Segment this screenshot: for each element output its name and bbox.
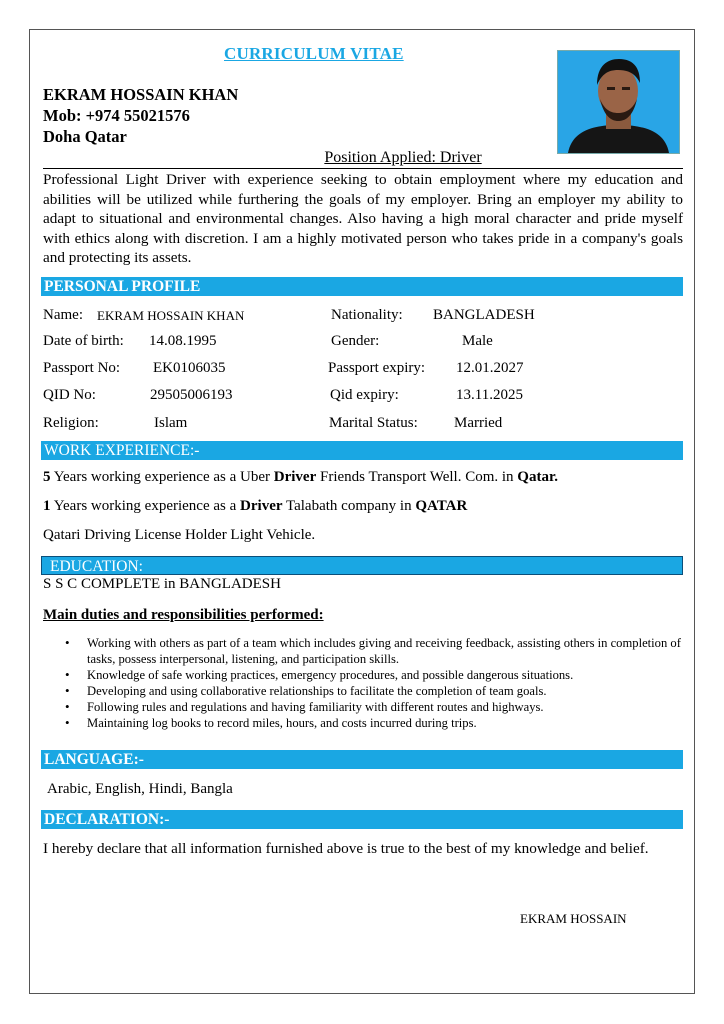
- name-label: Name:: [43, 307, 83, 323]
- work-text: Friends Transport Well. Com. in: [316, 469, 518, 485]
- gender-label: Gender:: [331, 333, 380, 349]
- duties-list: [43, 635, 683, 731]
- religion-value: Islam: [154, 415, 188, 431]
- qid-expiry-value: 13.11.2025: [456, 387, 523, 403]
- mobile-number: Mob: +974 55021576: [43, 106, 190, 125]
- name-value: EKRAM HOSSAIN KHAN: [97, 308, 245, 323]
- religion-label: Religion:: [43, 415, 99, 431]
- cv-title: CURRICULUM VITAE: [224, 44, 404, 63]
- education-heading: EDUCATION:: [41, 556, 683, 575]
- license-line: Qatari Driving License Holder Light Vehicle.: [43, 527, 316, 543]
- contact-block: [43, 84, 238, 147]
- driver-word: Driver: [273, 469, 317, 485]
- language-value: Arabic, English, Hindi, Bangla: [47, 781, 233, 797]
- list-item: • Working with others as part of a team which includes giving and receiving feedback, assisting others in completion of tasks, possess interpersonal, listening, and participation skills.: [43, 635, 683, 667]
- position-applied-text: Position Applied: Driver: [324, 149, 482, 166]
- nationality-label: Nationality:: [331, 307, 403, 323]
- passport-label: Passport No:: [43, 360, 121, 376]
- work-text: Years working experience as a: [50, 498, 241, 514]
- list-item: • Knowledge of safe working practices, emergency procedures, and possible dangerous situations.: [43, 667, 683, 683]
- professional-summary: Professional Light Driver with experience seeking to obtain employment where my education and abilities will be utilized while furthering the goals of my employer. Bring an employer my ability to adapt to situational and environmental changes. Also having a high moral character and pride myself with ethics along with discretion. I am a highly motivated person who takes pride in a company's goals and protecting its assets.: [43, 171, 683, 267]
- personal-profile-heading: PERSONAL PROFILE: [41, 277, 683, 296]
- declaration-heading: DECLARATION:-: [41, 810, 683, 829]
- passport-expiry-value: 12.01.2027: [456, 360, 524, 376]
- country-word: QATAR: [415, 498, 468, 514]
- language-heading: LANGUAGE:-: [41, 750, 683, 769]
- signature-name: EKRAM HOSSAIN: [520, 911, 627, 926]
- marital-value: Married: [454, 415, 503, 431]
- list-item: • Maintaining log books to record miles, hours, and costs incurred during trips.: [43, 715, 683, 731]
- passport-expiry-label: Passport expiry:: [328, 360, 426, 376]
- qid-expiry-label: Qid expiry:: [330, 387, 399, 403]
- education-value: S S C COMPLETE in BANGLADESH: [43, 576, 281, 592]
- person-photo-icon: [558, 51, 679, 153]
- nationality-value: BANGLADESH: [433, 307, 535, 323]
- work-experience-line-2: [43, 498, 467, 515]
- country-word: Qatar.: [517, 469, 558, 485]
- work-text: Talabath company in: [282, 498, 416, 514]
- applicant-name: EKRAM HOSSAIN KHAN: [43, 85, 239, 104]
- years-count: 5: [43, 469, 51, 485]
- qid-label: QID No:: [43, 387, 96, 403]
- list-item: • Following rules and regulations and having familiarity with different routes and highways.: [43, 699, 683, 715]
- list-item: • Developing and using collaborative relationships to facilitate the completion of team goals.: [43, 683, 683, 699]
- qid-value: 29505006193: [150, 387, 233, 403]
- duties-title: Main duties and responsibilities performed:: [43, 607, 324, 623]
- years-count: 1: [43, 498, 51, 514]
- work-text: Years working experience as a Uber: [50, 469, 274, 485]
- position-applied: [43, 148, 683, 169]
- declaration-text: I hereby declare that all information furnished above is true to the best of my knowledge and belief.: [43, 840, 649, 857]
- driver-word: Driver: [240, 498, 283, 514]
- passport-value: EK0106035: [153, 360, 226, 376]
- work-experience-line-1: [43, 469, 558, 486]
- dob-label: Date of birth:: [43, 333, 124, 349]
- location: Doha Qatar: [43, 127, 127, 146]
- applicant-photo: [557, 50, 680, 154]
- work-experience-heading: WORK EXPERIENCE:-: [41, 441, 683, 460]
- dob-value: 14.08.1995: [149, 333, 217, 349]
- gender-value: Male: [462, 333, 493, 349]
- marital-label: Marital Status:: [329, 415, 418, 431]
